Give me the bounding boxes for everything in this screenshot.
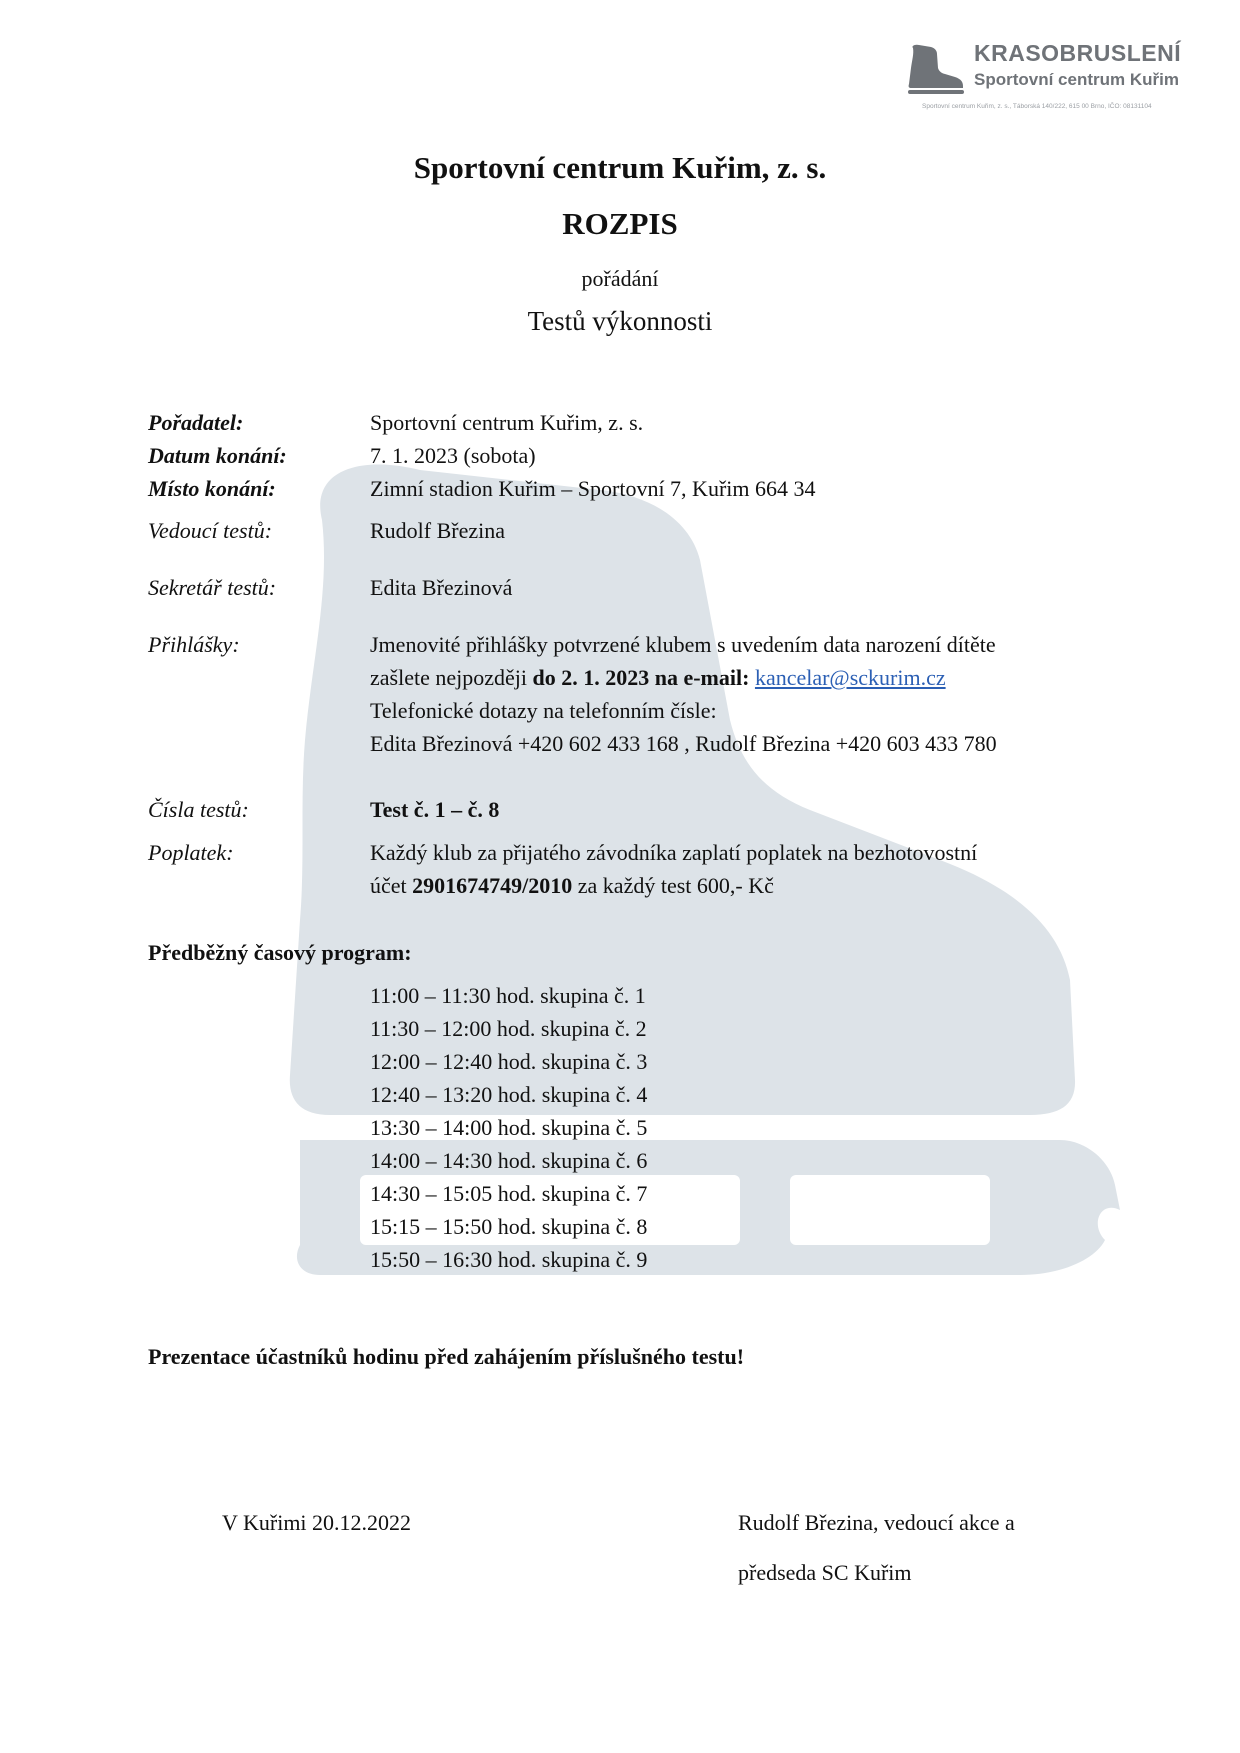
schedule-heading: Předběžný časový program:: [148, 940, 412, 965]
applications-line2-text: zašlete nejpozději: [370, 665, 533, 690]
place-date: V Kuřimi 20.12.2022: [222, 1510, 412, 1535]
schedule-item: 15:50 – 16:30 hod. skupina č. 9: [370, 1247, 648, 1272]
fee-line2-pre: účet: [370, 873, 413, 898]
schedule-item: 13:30 – 14:00 hod. skupina č. 5: [370, 1115, 648, 1140]
subtitle: pořádání: [581, 266, 659, 291]
schedule-item: 14:00 – 14:30 hod. skupina č. 6: [370, 1148, 648, 1173]
logo-address: Sportovní centrum Kuřim, z. s., Táborská 140/222, 615 00 Brno, IČO: 08131104: [922, 103, 1152, 110]
tests-label: Čísla testů:: [148, 797, 249, 822]
signature-line1: Rudolf Březina, vedoucí akce a: [738, 1510, 1015, 1535]
schedule-item: 11:00 – 11:30 hod. skupina č. 1: [370, 983, 646, 1008]
event-name: Testů výkonnosti: [527, 306, 713, 336]
secretary-value: Edita Březinová: [370, 575, 513, 600]
date-value: 7. 1. 2023 (sobota): [370, 443, 536, 468]
organization-heading: Sportovní centrum Kuřim, z. s.: [413, 150, 827, 185]
applications-deadline: do 2. 1. 2023 na e-mail:: [532, 665, 750, 690]
applications-line4: Edita Březinová +420 602 433 168 , Rudolf Březina +420 603 433 780: [370, 731, 997, 756]
logo-subtitle: Sportovní centrum Kuřim: [974, 70, 1179, 89]
tests-value: Test č. 1 – č. 8: [370, 797, 500, 822]
fee-line2-post: za každý test 600,- Kč: [572, 873, 774, 898]
fee-account: 2901674749/2010: [412, 873, 573, 898]
fee-line1: Každý klub za přijatého závodníka zaplatí poplatek na bezhotovostní: [370, 840, 978, 865]
schedule-item: 11:30 – 12:00 hod. skupina č. 2: [370, 1016, 647, 1041]
email-link[interactable]: kancelar@sckurim.cz: [754, 665, 946, 690]
leader-value: Rudolf Březina: [370, 518, 506, 543]
applications-line3: Telefonické dotazy na telefonním čísle:: [370, 698, 717, 723]
applications-label: Přihlášky:: [148, 632, 240, 657]
logo-title: KRASOBRUSLENÍ: [974, 40, 1182, 66]
place-value: Zimní stadion Kuřim – Sportovní 7, Kuřim 664 34: [370, 476, 816, 501]
notice: Prezentace účastníků hodinu před zahájením příslušného testu!: [148, 1344, 745, 1369]
schedule-item: 14:30 – 15:05 hod. skupina č. 7: [370, 1181, 648, 1206]
fee-line2: [370, 873, 774, 899]
applications-line1: Jmenovité přihlášky potvrzené klubem s uvedením data narození dítěte: [370, 632, 996, 657]
leader-label: Vedoucí testů:: [148, 518, 273, 543]
organizer-value: Sportovní centrum Kuřim, z. s.: [370, 410, 644, 435]
schedule-item: 12:40 – 13:20 hod. skupina č. 4: [370, 1082, 648, 1107]
signature-line2: předseda SC Kuřim: [738, 1560, 912, 1585]
date-label: Datum konání:: [148, 443, 287, 468]
schedule-item: 15:15 – 15:50 hod. skupina č. 8: [370, 1214, 648, 1239]
applications-line2: [370, 665, 946, 691]
fee-label: Poplatek:: [148, 840, 234, 865]
organizer-label: Pořadatel:: [148, 410, 244, 435]
ice-skate-icon: [905, 44, 965, 96]
schedule-item: 12:00 – 12:40 hod. skupina č. 3: [370, 1049, 648, 1074]
document-title: ROZPIS: [562, 206, 678, 241]
place-label: Místo konání:: [148, 476, 276, 501]
secretary-label: Sekretář testů:: [148, 575, 277, 600]
